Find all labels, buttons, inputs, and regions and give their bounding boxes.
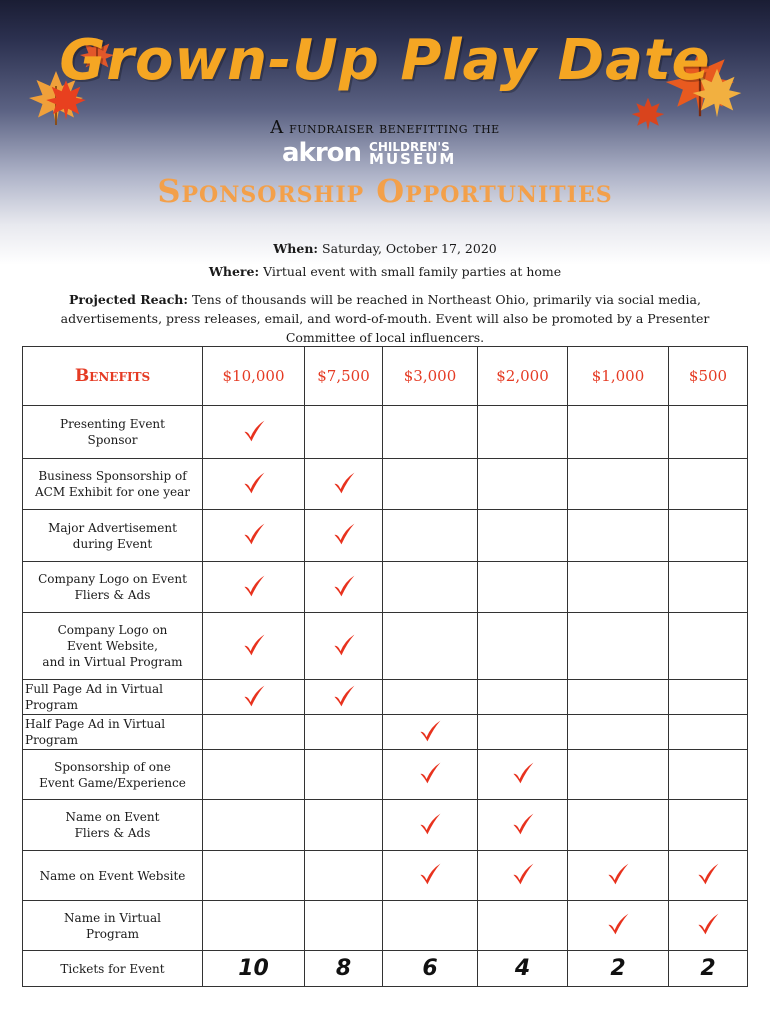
tickets-count <box>383 951 478 987</box>
checkmark-icon <box>695 861 721 887</box>
benefit-label: Company Logo on Event Website, and in Virtual Program <box>23 613 203 680</box>
benefit-cell <box>478 562 568 613</box>
museum-line-2: MUSEUM <box>369 150 457 168</box>
benefit-cell <box>669 680 748 715</box>
tickets-row <box>23 951 748 987</box>
benefit-cell <box>478 510 568 562</box>
checkmark-icon <box>241 632 267 658</box>
tickets-count <box>305 951 383 987</box>
benefit-label: Company Logo on Event Fliers & Ads <box>23 562 203 613</box>
benefit-cell <box>305 851 383 901</box>
tickets-count <box>568 951 669 987</box>
checkmark-icon <box>331 683 357 709</box>
benefit-cell <box>203 562 305 613</box>
benefit-cell <box>478 406 568 459</box>
benefit-cell <box>568 459 669 510</box>
benefit-cell <box>203 680 305 715</box>
checkmark-icon <box>695 911 721 937</box>
checkmark-icon <box>605 861 631 887</box>
table-row <box>23 459 748 510</box>
when-value: Saturday, October 17, 2020 <box>322 241 497 256</box>
benefit-cell <box>478 459 568 510</box>
benefit-cell <box>478 715 568 750</box>
table-header-row <box>23 347 748 406</box>
checkmark-icon <box>510 760 536 786</box>
table-row <box>23 406 748 459</box>
table-row <box>23 800 748 851</box>
checkmark-icon <box>331 521 357 547</box>
benefit-cell <box>478 750 568 800</box>
tickets-count <box>203 951 305 987</box>
benefit-cell <box>305 510 383 562</box>
event-when <box>0 241 770 256</box>
benefit-cell <box>203 901 305 951</box>
benefit-cell <box>305 562 383 613</box>
benefit-cell <box>203 510 305 562</box>
level-header: $1,000 <box>568 347 669 406</box>
checkmark-icon <box>241 521 267 547</box>
benefit-cell <box>669 750 748 800</box>
benefit-cell <box>305 750 383 800</box>
where-value: Virtual event with small family parties at home <box>263 264 562 279</box>
subtitle-text: fundraiser benefitting the <box>289 119 500 137</box>
table-row <box>23 750 748 800</box>
benefit-cell <box>478 851 568 901</box>
benefit-cell <box>568 613 669 680</box>
checkmark-icon <box>417 760 443 786</box>
ticket-number: 8 <box>335 956 352 981</box>
museum-line-1: CHILDREN'S <box>369 140 450 154</box>
benefit-label: Name on Event Fliers & Ads <box>23 800 203 851</box>
benefit-cell <box>383 406 478 459</box>
checkmark-icon <box>241 418 267 444</box>
benefit-cell <box>305 680 383 715</box>
benefit-label: Sponsorship of one Event Game/Experience <box>23 750 203 800</box>
section-title: Sponsorship Opportunities <box>157 172 613 210</box>
checkmark-icon <box>241 470 267 496</box>
tickets-label: Tickets for Event <box>23 951 203 987</box>
benefit-cell <box>669 901 748 951</box>
benefit-label: Name in Virtual Program <box>23 901 203 951</box>
benefit-cell <box>305 613 383 680</box>
benefit-cell <box>669 800 748 851</box>
benefit-cell <box>568 562 669 613</box>
benefits-header: Benefits <box>23 347 203 406</box>
table-row <box>23 715 748 750</box>
benefit-cell <box>305 800 383 851</box>
event-title: Grown-Up Play Date <box>59 28 711 93</box>
ticket-number: 4 <box>514 956 531 981</box>
checkmark-icon <box>241 573 267 599</box>
ticket-number: 2 <box>700 956 716 981</box>
benefit-cell <box>203 750 305 800</box>
projected-reach <box>40 290 730 347</box>
benefit-cell <box>305 459 383 510</box>
sponsorship-table <box>22 346 748 987</box>
benefit-cell <box>383 715 478 750</box>
benefit-cell <box>568 406 669 459</box>
benefit-cell <box>669 613 748 680</box>
benefit-cell <box>568 851 669 901</box>
level-header: $10,000 <box>203 347 305 406</box>
benefit-cell <box>203 800 305 851</box>
benefit-cell <box>478 800 568 851</box>
benefit-cell <box>478 613 568 680</box>
event-where <box>0 264 770 279</box>
table-row <box>23 510 748 562</box>
benefit-cell <box>478 901 568 951</box>
benefit-cell <box>669 510 748 562</box>
level-header: $2,000 <box>478 347 568 406</box>
benefit-cell <box>383 901 478 951</box>
benefit-label: Name on Event Website <box>23 851 203 901</box>
when-label: When: <box>273 241 319 256</box>
benefit-cell <box>203 459 305 510</box>
subtitle-initial: A <box>270 117 284 138</box>
table-row <box>23 851 748 901</box>
checkmark-icon <box>417 811 443 837</box>
benefit-label: Half Page Ad in Virtual Program <box>23 715 203 750</box>
table-row <box>23 562 748 613</box>
benefit-cell <box>383 680 478 715</box>
checkmark-icon <box>331 632 357 658</box>
table-row <box>23 613 748 680</box>
tickets-count <box>478 951 568 987</box>
checkmark-icon <box>331 573 357 599</box>
checkmark-icon <box>605 911 631 937</box>
checkmark-icon <box>510 861 536 887</box>
akron-childrens-museum-logo <box>282 138 456 168</box>
level-header: $3,000 <box>383 347 478 406</box>
benefit-cell <box>478 680 568 715</box>
akron-wordmark: akron <box>282 138 362 168</box>
museum-wordmark <box>369 140 457 168</box>
table-row <box>23 901 748 951</box>
benefit-cell <box>383 510 478 562</box>
checkmark-icon <box>510 811 536 837</box>
benefit-cell <box>383 459 478 510</box>
benefit-label: Business Sponsorship of ACM Exhibit for one year <box>23 459 203 510</box>
benefit-cell <box>383 851 478 901</box>
benefit-cell <box>568 510 669 562</box>
fundraiser-subtitle <box>0 117 770 138</box>
benefit-cell <box>383 800 478 851</box>
ticket-number: 10 <box>238 956 269 981</box>
benefit-cell <box>203 851 305 901</box>
benefit-cell <box>568 680 669 715</box>
benefit-cell <box>203 715 305 750</box>
benefit-cell <box>203 613 305 680</box>
reach-label: Projected Reach: <box>69 292 189 307</box>
tickets-count <box>669 951 748 987</box>
checkmark-icon <box>331 470 357 496</box>
benefit-cell <box>669 715 748 750</box>
checkmark-icon <box>241 683 267 709</box>
table-row <box>23 680 748 715</box>
benefit-cell <box>568 750 669 800</box>
ticket-number: 6 <box>422 956 438 981</box>
checkmark-icon <box>417 718 443 744</box>
benefit-cell <box>568 800 669 851</box>
benefit-cell <box>669 459 748 510</box>
benefit-label: Presenting Event Sponsor <box>23 406 203 459</box>
benefit-cell <box>669 562 748 613</box>
ticket-number: 2 <box>610 956 626 981</box>
where-label: Where: <box>208 264 260 279</box>
level-header: $7,500 <box>305 347 383 406</box>
benefit-cell <box>383 562 478 613</box>
benefit-label: Major Advertisement during Event <box>23 510 203 562</box>
benefit-cell <box>383 613 478 680</box>
benefit-cell <box>568 901 669 951</box>
benefit-cell <box>305 715 383 750</box>
benefit-label: Full Page Ad in Virtual Program <box>23 680 203 715</box>
benefit-cell <box>305 406 383 459</box>
reach-value: Tens of thousands will be reached in Northeast Ohio, primarily via social media, advertisements, press releases, email, and word-of-mouth. Event will also be promoted by a Presenter Committee of local influencers. <box>60 292 710 345</box>
benefit-cell <box>305 901 383 951</box>
benefit-cell <box>203 406 305 459</box>
benefit-cell <box>669 406 748 459</box>
benefit-cell <box>669 851 748 901</box>
checkmark-icon <box>417 861 443 887</box>
benefit-cell <box>383 750 478 800</box>
level-header: $500 <box>669 347 748 406</box>
benefit-cell <box>568 715 669 750</box>
